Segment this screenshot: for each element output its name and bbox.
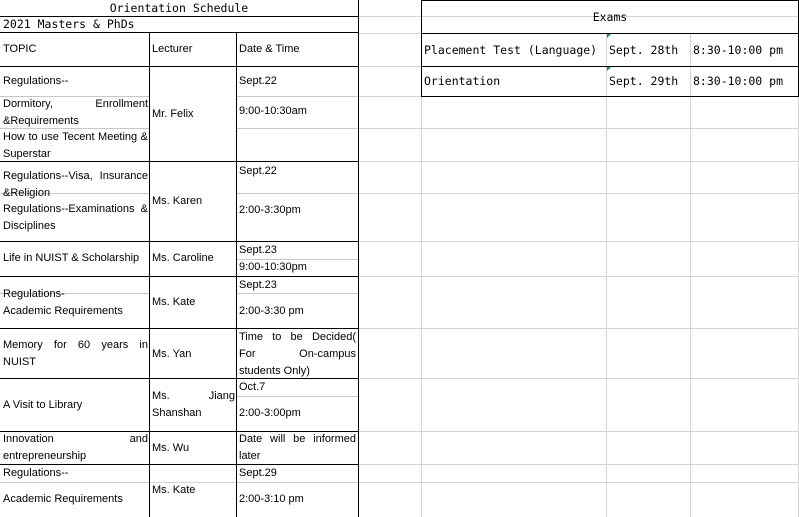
comment-marker-icon: [607, 67, 611, 71]
exam2-date: Sept. 29th: [609, 74, 679, 88]
exam1-date: Sept. 28th: [609, 43, 679, 57]
exam1-time: 8:30-10:00 pm: [693, 43, 784, 57]
row3-lecturer: Ms. Caroline: [152, 252, 214, 264]
row3-date: Sept.23: [239, 244, 277, 256]
comment-marker-icon: [607, 34, 611, 38]
row7-date: Date will be informed later: [239, 433, 356, 462]
row1-topic-line2: Dormitory, Enrollment &Requirements: [3, 98, 148, 127]
row2-lecturer: Ms. Karen: [152, 195, 203, 207]
exam2-time: 8:30-10:00 pm: [693, 74, 784, 88]
row2-date: Sept.22: [239, 165, 277, 177]
row8-time: 2:00-3:10 pm: [239, 493, 304, 505]
row1-topic-line3: How to use Tecent Meeting & Superstar: [3, 131, 148, 160]
row4-topic-line2: Academic Requirements: [3, 305, 123, 317]
row3-time: 9:00-10:30pm: [239, 261, 307, 273]
header-date-time: Date & Time: [239, 43, 300, 55]
row4-date: Sept.23: [239, 279, 277, 291]
row2-topic-line1: Regulations--Visa, Insurance &Religion: [3, 170, 148, 199]
header-lecturer: Lecturer: [152, 43, 193, 55]
exam1-name: Placement Test (Language): [424, 43, 598, 57]
row4-time: 2:00-3:30 pm: [239, 305, 304, 317]
row5-date: Time to be Decided( For On-campus students Only): [239, 331, 356, 377]
row8-topic-line1: Regulations--: [3, 467, 69, 479]
schedule-title: Orientation Schedule: [109, 1, 249, 15]
row4-lecturer: Ms. Kate: [152, 296, 196, 308]
header-topic: TOPIC: [3, 43, 37, 55]
row7-lecturer: Ms. Wu: [152, 442, 190, 454]
row6-topic: A Visit to Library: [3, 399, 83, 411]
row8-lecturer: Ms. Kate: [152, 484, 196, 496]
row1-topic-line1: Regulations--: [3, 75, 69, 87]
row6-lecturer: Ms. Jiang Shanshan: [152, 390, 235, 419]
row1-date: Sept.22: [239, 75, 277, 87]
row7-topic: Innovation and entrepreneurship: [3, 433, 148, 462]
row8-topic-line2: Academic Requirements: [3, 493, 123, 505]
row2-topic-line2: Regulations--Examinations & Disciplines: [3, 203, 148, 232]
row2-time: 2:00-3:30pm: [239, 204, 301, 216]
row6-time: 2:00-3:00pm: [239, 407, 301, 419]
row6-date: Oct.7: [239, 381, 266, 393]
row8-date: Sept.29: [239, 467, 277, 479]
schedule-subtitle: 2021 Masters & PhDs: [3, 17, 135, 31]
row1-time: 9:00-10:30am: [239, 105, 307, 117]
row5-lecturer: Ms. Yan: [152, 348, 192, 360]
row5-topic: Memory for 60 years in NUIST: [3, 339, 148, 368]
exam2-name: Orientation: [424, 74, 501, 88]
exams-title: Exams: [592, 10, 628, 24]
row3-topic: Life in NUIST & Scholarship: [3, 252, 140, 264]
row4-topic-line1: Regulations-: [3, 288, 65, 300]
row1-lecturer: Mr. Felix: [152, 108, 194, 120]
